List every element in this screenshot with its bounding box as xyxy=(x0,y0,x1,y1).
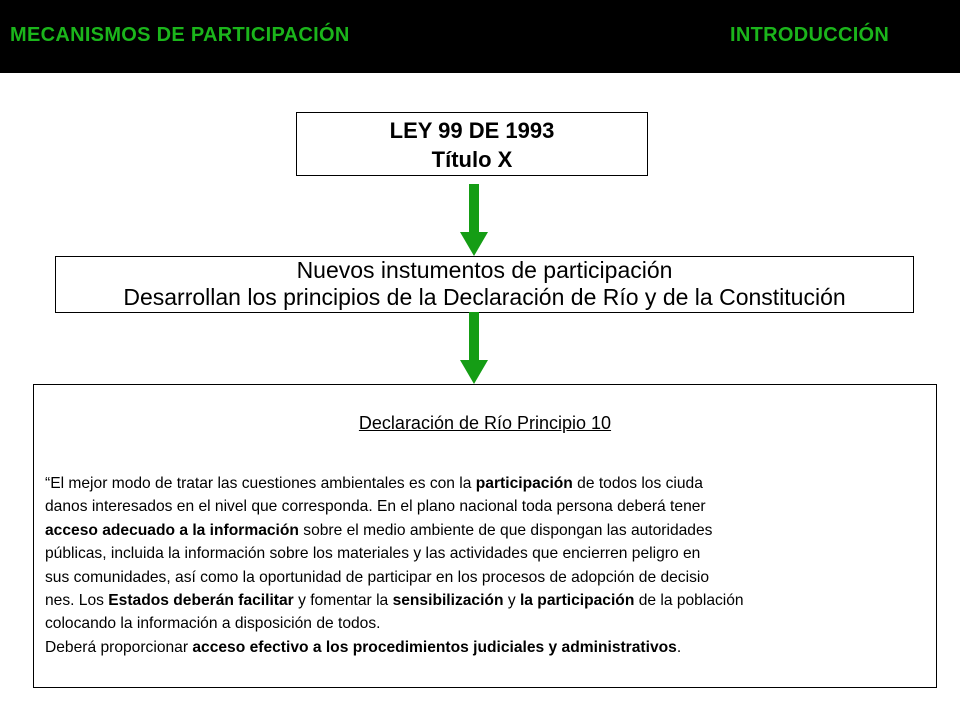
quote-text: sobre el medio ambiente de que dispongan las autoridades xyxy=(298,521,713,539)
quote-emphasis: acceso efectivo a los procedimientos judiciales y administrativos xyxy=(192,638,677,656)
quote-text: sus comunidades, así como la oportunidad de participar en los procesos de adopción de decisio xyxy=(45,568,710,586)
quote-line xyxy=(45,542,940,565)
quote-line xyxy=(45,472,940,495)
quote-line xyxy=(45,589,940,612)
quote-text: públicas, incluida la información sobre los materiales y las actividades que encierren peligro en xyxy=(45,545,701,563)
quote-text: y fomentar la xyxy=(293,592,393,610)
quote-line xyxy=(45,519,940,542)
quote-text: colocando la información a disposición de todos. xyxy=(45,615,381,633)
quote-text: Deberá proporcionar xyxy=(45,638,193,656)
quote-line xyxy=(45,566,940,589)
down-arrow-icon xyxy=(458,184,490,256)
quote-line xyxy=(45,495,940,518)
quote-text: nes. Los xyxy=(45,592,109,610)
quote-line xyxy=(45,636,940,659)
quote-text: . xyxy=(676,638,682,656)
quote-emphasis: acceso adecuado a la información xyxy=(45,521,299,539)
quote-emphasis: Estados deberán facilitar xyxy=(108,592,294,610)
quote-text: danos interesados en el nivel que corresponda. En el plano nacional toda persona deberá tener xyxy=(45,498,706,516)
quote-text: y xyxy=(503,592,520,610)
quote-emphasis: la participación xyxy=(519,592,635,610)
header-section: INTRODUCCIÓN xyxy=(730,24,890,46)
ley-subtitle: Título X xyxy=(431,147,513,172)
instrumentos-box xyxy=(55,256,914,313)
header-bar xyxy=(0,0,960,73)
declaracion-quote xyxy=(45,472,940,659)
quote-text: de la población xyxy=(634,592,744,610)
quote-text: “El mejor modo de tratar las cuestiones ambientales es con la xyxy=(45,475,476,492)
instrumentos-title: Nuevos instumentos de participación xyxy=(296,257,673,283)
down-arrow-icon xyxy=(458,312,490,384)
quote-text: de todos los ciuda xyxy=(572,475,703,492)
quote-line xyxy=(45,612,940,635)
quote-emphasis: sensibilización xyxy=(392,592,504,610)
quote-emphasis: participación xyxy=(475,475,573,492)
instrumentos-description: Desarrollan los principios de la Declaración de Río y de la Constitución xyxy=(123,284,846,310)
header-title: MECANISMOS DE PARTICIPACIÓN xyxy=(10,24,350,46)
declaracion-title: Declaración de Río Principio 10 xyxy=(358,413,612,433)
ley-box xyxy=(296,112,648,176)
ley-title: LEY 99 DE 1993 xyxy=(389,118,555,143)
declaracion-box xyxy=(33,384,937,688)
